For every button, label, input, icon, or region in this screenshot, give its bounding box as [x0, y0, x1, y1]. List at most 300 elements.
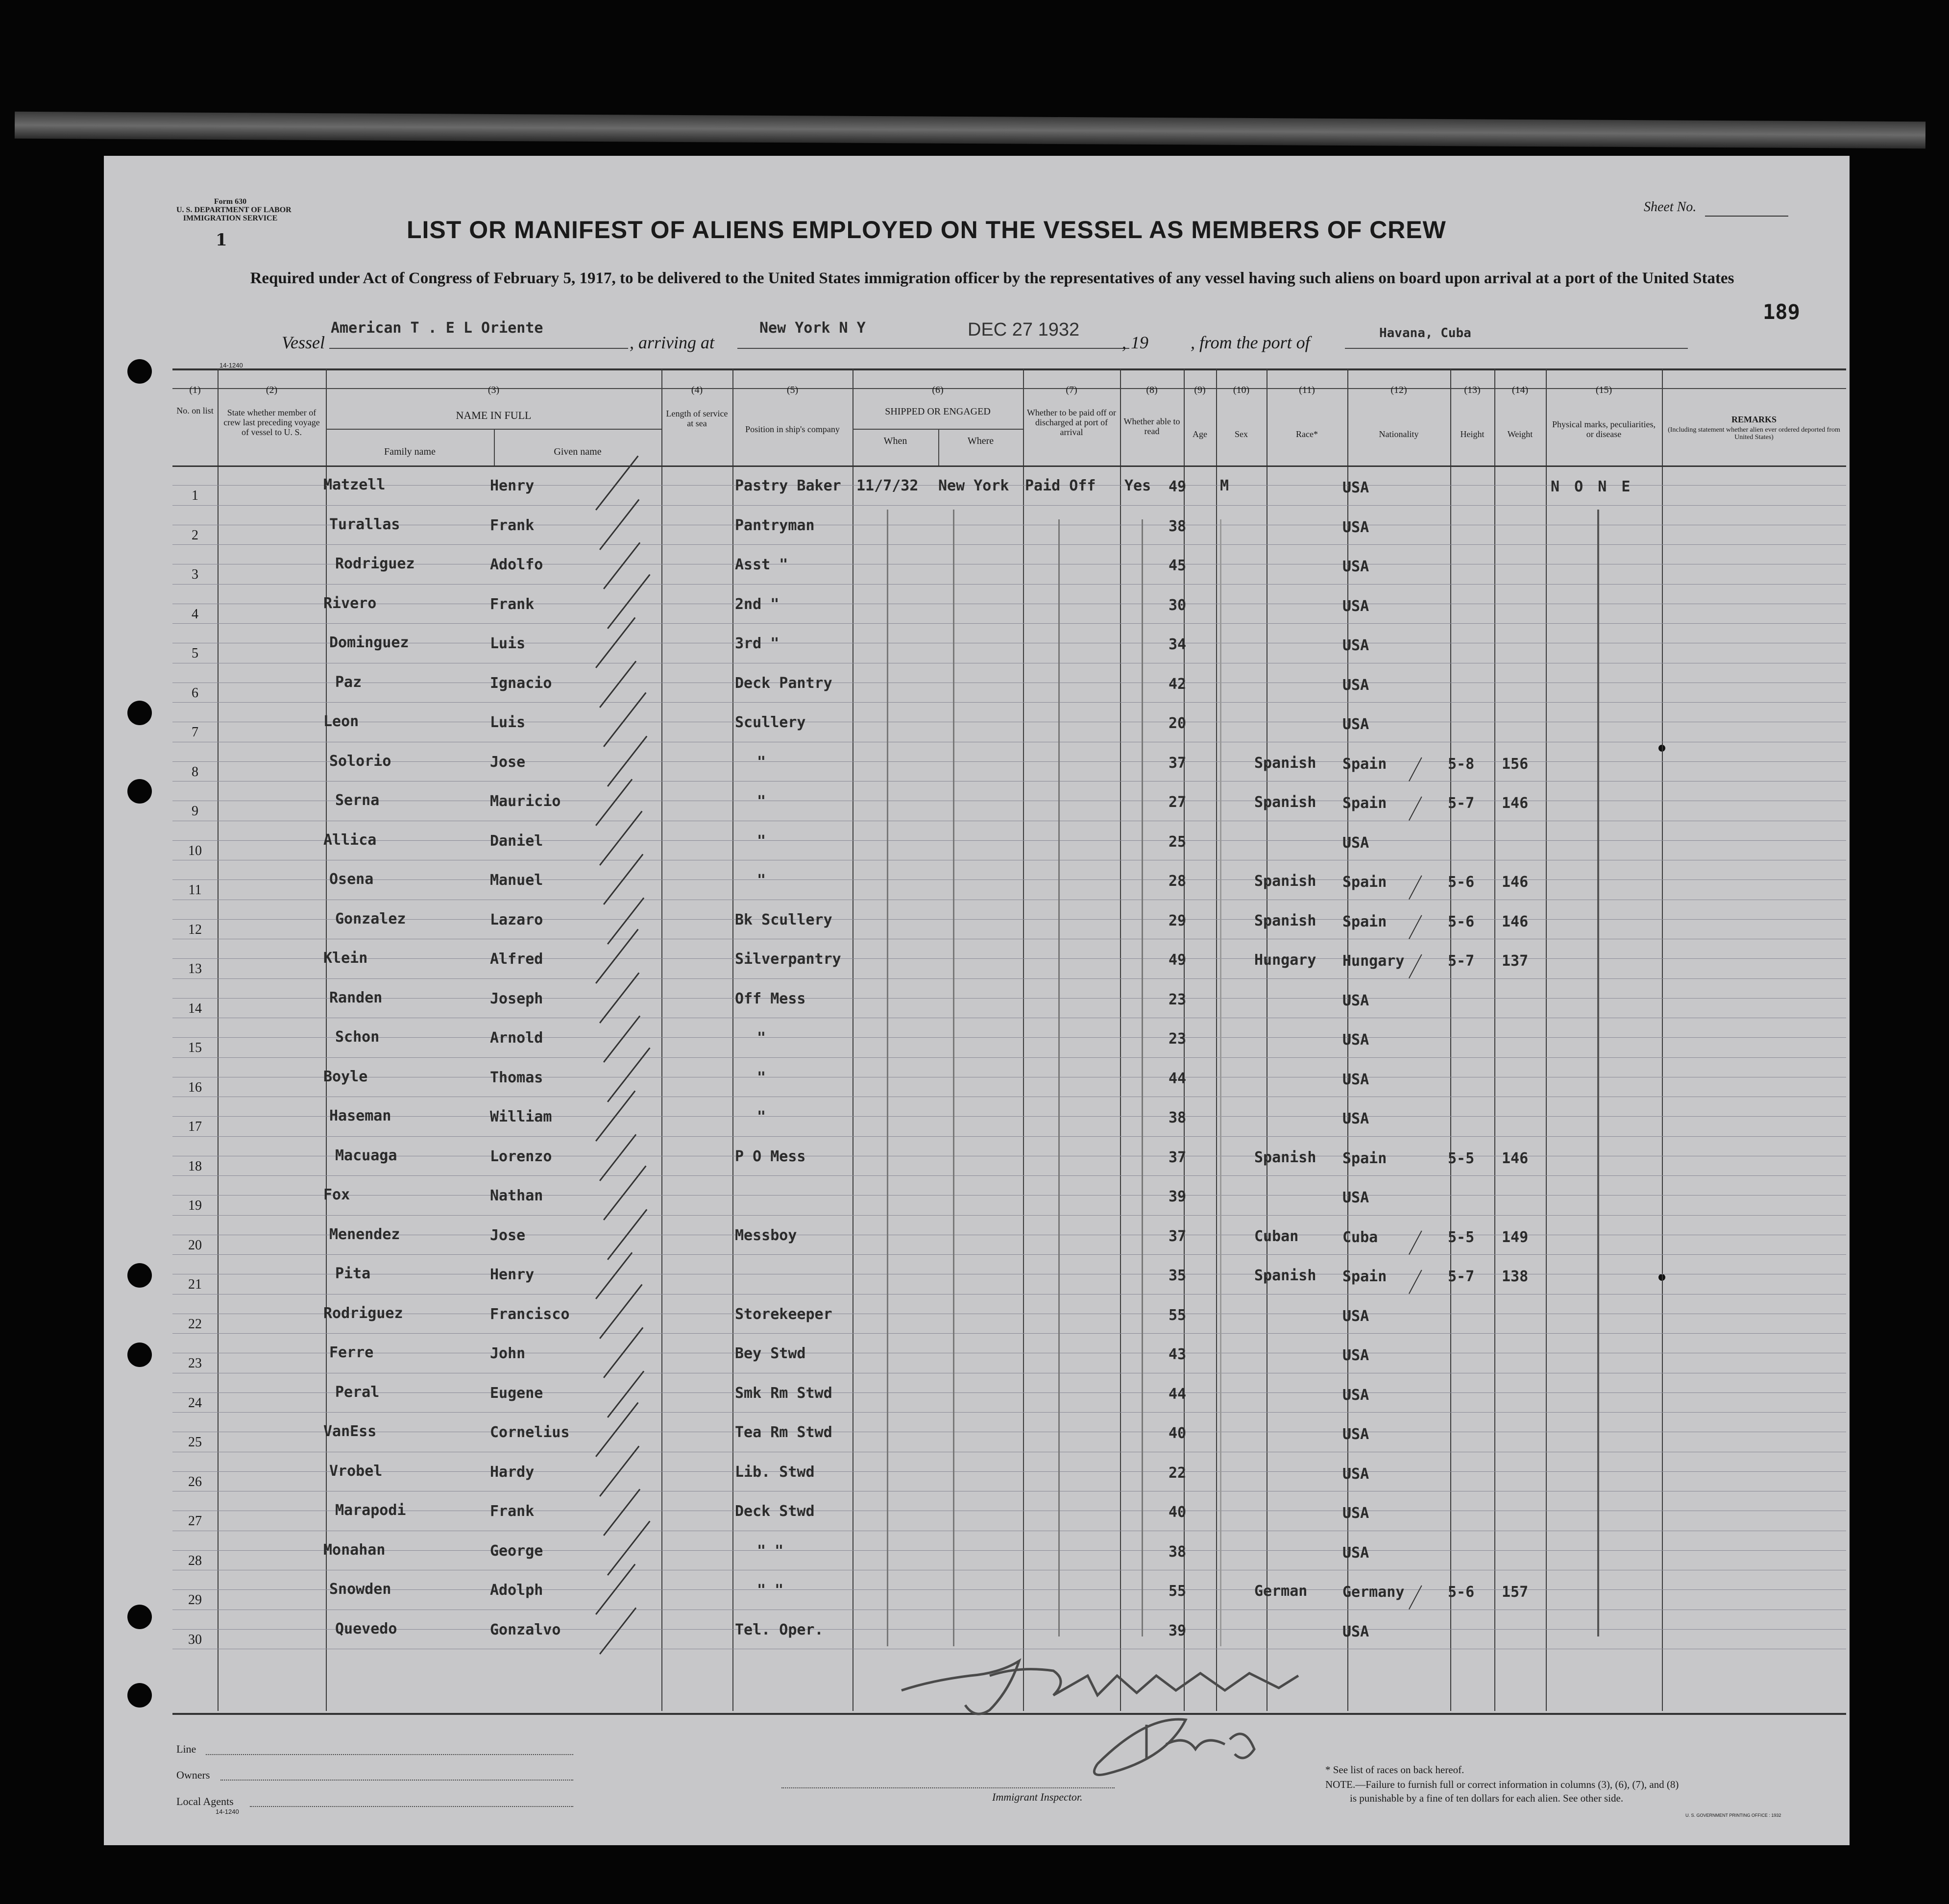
header-able-to-read: Whether able to read [1123, 416, 1180, 436]
given-name: Adolph [490, 1582, 543, 1599]
underline [1345, 348, 1688, 349]
handwritten-mark: 1 [216, 230, 227, 250]
given-name: Manuel [490, 872, 543, 889]
height: 5-5 [1448, 1228, 1475, 1246]
pencil-line [1058, 519, 1060, 1636]
family-name: Schon [335, 1028, 380, 1046]
position: Lib. Stwd [735, 1463, 815, 1481]
given-name: Gonzalvo [490, 1621, 561, 1638]
age: 22 [1169, 1464, 1187, 1482]
header-nationality: Nationality [1379, 429, 1419, 439]
weight: 146 [1502, 1149, 1529, 1167]
family-name: Gonzalez [335, 910, 406, 928]
age: 34 [1169, 636, 1187, 653]
row-rule [172, 1471, 1846, 1472]
physical-marks: N O N E [1551, 478, 1633, 495]
local-agents-label: Local Agents [176, 1795, 234, 1807]
age: 39 [1169, 1188, 1187, 1205]
nationality: Spain [1342, 1268, 1387, 1285]
position: " [757, 753, 766, 771]
age: 35 [1169, 1267, 1187, 1284]
vessel-label: Vessel [282, 333, 325, 352]
nationality: USA [1342, 1031, 1369, 1049]
given-name: Lorenzo [490, 1147, 552, 1165]
position: Asst " [735, 556, 788, 573]
given-name: Frank [490, 516, 535, 534]
column-divider [1023, 368, 1024, 1711]
nationality: USA [1342, 1465, 1369, 1483]
row-number: 12 [188, 922, 202, 937]
row-number: 2 [192, 527, 198, 543]
row-rule [172, 1629, 1846, 1630]
underline [250, 1806, 573, 1807]
row-number: 13 [188, 961, 202, 976]
given-name: Henry [490, 1266, 535, 1283]
given-name: Thomas [490, 1069, 543, 1086]
column-divider [1120, 368, 1121, 1711]
given-name: Frank [490, 1503, 535, 1520]
row-number: 14 [188, 1001, 202, 1016]
race: Spanish [1254, 912, 1316, 929]
column-number: (6) [932, 385, 944, 395]
weight: 149 [1502, 1228, 1529, 1246]
age: 28 [1169, 873, 1187, 890]
given-name: Jose [490, 753, 526, 771]
given-name: Lazaro [490, 911, 543, 928]
row-number: 15 [188, 1040, 202, 1055]
age: 23 [1169, 1030, 1187, 1048]
given-name: Mauricio [490, 793, 561, 810]
weight: 156 [1502, 755, 1529, 773]
family-name: Turallas [329, 515, 400, 533]
family-name: Leon [323, 713, 359, 730]
nationality: Spain [1342, 913, 1387, 930]
family-name: Monahan [323, 1541, 386, 1559]
family-name: Pita [335, 1265, 371, 1282]
family-name: Haseman [329, 1107, 391, 1124]
column-number: (1) [189, 385, 201, 395]
race: Spanish [1254, 1267, 1316, 1284]
column-divider [218, 368, 219, 1711]
department: U. S. DEPARTMENT OF LABOR [176, 206, 292, 214]
given-name: Nathan [490, 1187, 543, 1204]
position: Scullery [735, 714, 806, 731]
position: " " [757, 1542, 784, 1560]
row-number: 26 [188, 1474, 202, 1489]
nationality: USA [1342, 637, 1369, 654]
race: Spanish [1254, 754, 1316, 772]
form-number: Form 630 [214, 197, 247, 206]
row-number: 28 [188, 1553, 202, 1568]
position: Messboy [735, 1226, 797, 1244]
row-number: 30 [188, 1632, 202, 1647]
row-number: 11 [188, 882, 202, 898]
age: 43 [1169, 1346, 1187, 1363]
punch-hole [127, 1683, 152, 1708]
header-remarks-note: (Including statement whether alien ever ordered deported from United States) [1668, 426, 1840, 441]
shipped-where: New York [938, 477, 1009, 494]
row-number: 6 [192, 685, 198, 701]
header-given-name: Given name [554, 446, 602, 457]
form-info [176, 197, 292, 222]
nationality: USA [1342, 1110, 1369, 1127]
age: 44 [1169, 1070, 1187, 1087]
nationality: Spain [1342, 795, 1387, 812]
age: 38 [1169, 1109, 1187, 1126]
row-rule [172, 1392, 1846, 1393]
header-name-in-full: NAME IN FULL [456, 409, 532, 421]
nationality: Germany [1342, 1584, 1405, 1601]
position: Storekeeper [735, 1305, 832, 1323]
family-name: Klein [323, 950, 368, 967]
row-number: 24 [188, 1395, 202, 1411]
family-name: Dominguez [329, 634, 409, 651]
header-weight: Weight [1507, 429, 1533, 439]
position: Pantryman [735, 516, 815, 534]
row-number: 27 [188, 1513, 202, 1529]
age: 55 [1169, 1583, 1187, 1600]
given-name: Eugene [490, 1384, 543, 1402]
row-rule [172, 978, 1846, 979]
row-rule [172, 1057, 1846, 1058]
row-number: 23 [188, 1356, 202, 1371]
given-name: Frank [490, 595, 535, 613]
punch-hole [127, 1605, 152, 1629]
family-name: Ferre [329, 1344, 374, 1361]
row-rule [172, 1412, 1846, 1413]
age: 29 [1169, 912, 1187, 929]
penalty-note-cont: is punishable by a fine of ten dollars for each alien. See other side. [1350, 1792, 1624, 1804]
column-number: (7) [1066, 385, 1077, 395]
header-shipped-or-engaged: SHIPPED OR ENGAGED [885, 406, 991, 417]
nationality: USA [1342, 1623, 1369, 1640]
nationality: USA [1342, 479, 1369, 496]
header-family-name: Family name [384, 446, 436, 457]
nationality: USA [1342, 1386, 1369, 1404]
punch-hole [127, 1343, 152, 1367]
able-to-read: Yes [1124, 477, 1151, 494]
row-rule [172, 1116, 1846, 1117]
age: 38 [1169, 1543, 1187, 1561]
family-name: Peral [335, 1383, 380, 1401]
row-rule [172, 1175, 1846, 1176]
position: " [757, 793, 766, 810]
position: Tel. Oper. [735, 1621, 824, 1638]
shipped-subdivider [938, 429, 939, 465]
weight: 137 [1502, 952, 1529, 970]
race: Spanish [1254, 1148, 1316, 1166]
column-number: (12) [1390, 385, 1407, 395]
given-name: Henry [490, 477, 535, 494]
vessel-name: American T . E L Oriente [331, 319, 543, 337]
column-number: (11) [1299, 385, 1315, 395]
given-name: Jose [490, 1226, 526, 1244]
given-name: Francisco [490, 1305, 570, 1323]
age: 30 [1169, 596, 1187, 614]
arrival-port: New York N Y [759, 319, 866, 337]
height: 5-6 [1448, 913, 1475, 930]
age: 39 [1169, 1622, 1187, 1639]
weight: 146 [1502, 874, 1529, 891]
races-note: * See list of races on back hereof. [1325, 1764, 1464, 1776]
given-name: William [490, 1108, 552, 1125]
pencil-line [887, 510, 888, 1646]
row-number: 10 [188, 843, 202, 858]
age: 37 [1169, 1227, 1187, 1245]
age: 49 [1169, 952, 1187, 969]
row-rule [172, 1195, 1846, 1196]
row-rule [172, 584, 1846, 585]
nationality: USA [1342, 1189, 1369, 1206]
family-name: Boyle [323, 1068, 368, 1085]
position: Deck Stwd [735, 1503, 815, 1520]
given-name: Joseph [490, 990, 543, 1007]
punch-hole [127, 701, 152, 725]
row-number: 21 [188, 1277, 202, 1292]
row-number: 19 [188, 1198, 202, 1213]
nationality: USA [1342, 992, 1369, 1009]
paid-off: Paid Off [1025, 477, 1096, 494]
nationality: USA [1342, 1544, 1369, 1562]
printer-mark: U. S. GOVERNMENT PRINTING OFFICE : 1932 [1685, 1813, 1781, 1818]
row-number: 16 [188, 1079, 202, 1095]
column-divider [1450, 368, 1451, 1711]
column-number: (13) [1464, 385, 1481, 395]
page-number: 189 [1763, 300, 1800, 324]
age: 27 [1169, 794, 1187, 811]
position: Pastry Baker [735, 477, 841, 494]
row-rule [172, 1254, 1846, 1255]
nationality: USA [1342, 1071, 1369, 1088]
position: Bey Stwd [735, 1345, 806, 1362]
shipped-subheader-rule [853, 429, 1023, 430]
row-number: 3 [192, 567, 198, 582]
row-number: 5 [192, 646, 198, 661]
weight: 157 [1502, 1584, 1529, 1601]
family-name: Rodriguez [323, 1304, 403, 1322]
header-state-whether: State whether member of crew last preceding voyage of vessel to U. S. [223, 408, 320, 437]
position: " " [757, 1582, 784, 1599]
row-number: 22 [188, 1316, 202, 1332]
position: P O Mess [735, 1147, 806, 1165]
age: 42 [1169, 675, 1187, 693]
age: 25 [1169, 833, 1187, 851]
underline [220, 1780, 573, 1781]
column-divider [1494, 368, 1495, 1711]
header-position: Position in ship's company [745, 424, 840, 434]
column-number: (5) [786, 385, 799, 395]
column-number: (15) [1595, 385, 1612, 395]
header-age: Age [1193, 429, 1207, 439]
row-rule [172, 1589, 1846, 1590]
underline [329, 348, 628, 349]
name-subdivider [494, 429, 495, 465]
row-number: 9 [192, 804, 198, 819]
sex: M [1220, 477, 1229, 494]
header-divider [172, 465, 1846, 467]
height: 5-7 [1448, 952, 1475, 970]
family-name: Vrobel [329, 1462, 383, 1480]
nationality: USA [1342, 597, 1369, 615]
row-rule [172, 1037, 1846, 1038]
pencil-line [1597, 510, 1599, 1636]
position: Tea Rm Stwd [735, 1424, 832, 1441]
position: Bk Scullery [735, 911, 832, 928]
row-rule [172, 702, 1846, 703]
row-rule [172, 1333, 1846, 1334]
given-name: Arnold [490, 1029, 543, 1047]
column-number: (4) [691, 385, 703, 395]
pencil-line [1220, 519, 1221, 1646]
column-divider [1546, 368, 1547, 1711]
header-paid-off: Whether to be paid off or discharged at port of arrival [1026, 408, 1117, 437]
family-name: Snowden [329, 1581, 391, 1598]
row-number: 25 [188, 1435, 202, 1450]
age: 44 [1169, 1385, 1187, 1403]
given-name: George [490, 1542, 543, 1560]
line-label: Line [176, 1743, 196, 1755]
family-name: VanEss [323, 1423, 377, 1440]
family-name: Solorio [329, 752, 391, 770]
nationality: USA [1342, 1307, 1369, 1325]
row-rule [172, 919, 1846, 920]
given-name: Ignacio [490, 674, 552, 692]
height: 5-7 [1448, 1268, 1475, 1285]
header-physical-marks: Physical marks, peculiarities, or disease [1552, 419, 1656, 439]
header-height: Height [1460, 429, 1485, 439]
column-number: (10) [1233, 385, 1250, 395]
race: German [1254, 1583, 1308, 1600]
row-rule [172, 879, 1846, 880]
age: 37 [1169, 754, 1187, 772]
position: " [757, 1029, 766, 1047]
owners-label: Owners [176, 1769, 210, 1781]
given-name: Luis [490, 635, 526, 652]
given-name: Adolfo [490, 556, 543, 573]
nationality: USA [1342, 1347, 1369, 1364]
position: " [757, 872, 766, 889]
nationality: USA [1342, 558, 1369, 575]
position: " [757, 1069, 766, 1086]
row-number: 20 [188, 1237, 202, 1253]
film-edge [15, 112, 1925, 148]
height: 5-5 [1448, 1149, 1475, 1167]
age: 40 [1169, 1504, 1187, 1521]
underline [206, 1754, 573, 1755]
row-number: 18 [188, 1158, 202, 1174]
column-number: (14) [1511, 385, 1529, 395]
family-name: Macuaga [335, 1147, 397, 1164]
column-number: (3) [487, 385, 500, 395]
family-name: Rodriguez [335, 555, 415, 572]
weight: 138 [1502, 1268, 1529, 1285]
pencil-line [953, 510, 954, 1646]
departure-port: Havana, Cuba [1379, 326, 1471, 341]
arriving-label: , arriving at [630, 333, 715, 352]
given-name: Luis [490, 714, 526, 731]
header-where: Where [967, 436, 994, 446]
header-length-of-service: Length of service at sea [666, 409, 728, 428]
row-rule [172, 1215, 1846, 1216]
year-label: , 19 [1122, 333, 1148, 352]
family-name: Allica [323, 831, 377, 849]
punch-hole [127, 779, 152, 804]
punch-hole [127, 1263, 152, 1288]
column-divider [732, 368, 733, 1711]
family-name: Rivero [323, 594, 377, 612]
family-name: Marapodi [335, 1502, 406, 1519]
footer-code: 14-1240 [216, 1808, 239, 1815]
position: Deck Pantry [735, 674, 832, 692]
row-rule [172, 544, 1846, 545]
age: 45 [1169, 557, 1187, 574]
sheet-number-line [1705, 216, 1788, 217]
header-no-on-list: No. on list [176, 406, 214, 415]
nationality: Cuba [1342, 1228, 1378, 1246]
shipped-when: 11/7/32 [856, 477, 919, 494]
row-number: 4 [192, 606, 198, 622]
row-number: 7 [192, 725, 198, 740]
position: Smk Rm Stwd [735, 1384, 832, 1402]
manifest-table [172, 368, 1846, 1715]
age: 23 [1169, 991, 1187, 1008]
row-rule [172, 1136, 1846, 1137]
inspector-label: Immigrant Inspector. [992, 1791, 1083, 1803]
position: 3rd " [735, 635, 780, 652]
column-divider [326, 368, 327, 1711]
row-rule [172, 998, 1846, 999]
nationality: USA [1342, 518, 1369, 536]
underline [737, 348, 1129, 349]
age: 49 [1169, 478, 1187, 495]
race: Hungary [1254, 952, 1316, 969]
nationality: Hungary [1342, 952, 1405, 970]
header-race: Race* [1296, 429, 1318, 439]
row-rule [172, 761, 1846, 762]
race: Spanish [1254, 873, 1316, 890]
column-divider [1216, 368, 1217, 1711]
position: Silverpantry [735, 951, 841, 968]
from-label: , from the port of [1191, 333, 1310, 352]
nationality: USA [1342, 716, 1369, 733]
position: 2nd " [735, 595, 780, 613]
race: Cuban [1254, 1227, 1299, 1245]
position: " [757, 832, 766, 850]
header-when: When [883, 436, 907, 446]
column-divider [661, 368, 662, 1711]
age: 20 [1169, 715, 1187, 732]
family-name: Menendez [329, 1225, 400, 1243]
nationality: USA [1342, 1505, 1369, 1522]
given-name: John [490, 1345, 526, 1362]
nationality: USA [1342, 834, 1369, 852]
row-rule [172, 840, 1846, 841]
height: 5-6 [1448, 874, 1475, 891]
row-rule [172, 623, 1846, 624]
given-name: Hardy [490, 1463, 535, 1481]
column-number: (9) [1194, 385, 1206, 395]
height: 5-6 [1448, 1584, 1475, 1601]
position: Off Mess [735, 990, 806, 1007]
header-remarks: REMARKS [1731, 415, 1777, 424]
family-name: Randen [329, 989, 383, 1006]
age: 37 [1169, 1148, 1187, 1166]
row-number: 1 [192, 488, 198, 503]
race: Spanish [1254, 794, 1316, 811]
given-name: Alfred [490, 951, 543, 968]
column-divider [1662, 368, 1663, 1711]
column-number: (2) [266, 385, 278, 395]
